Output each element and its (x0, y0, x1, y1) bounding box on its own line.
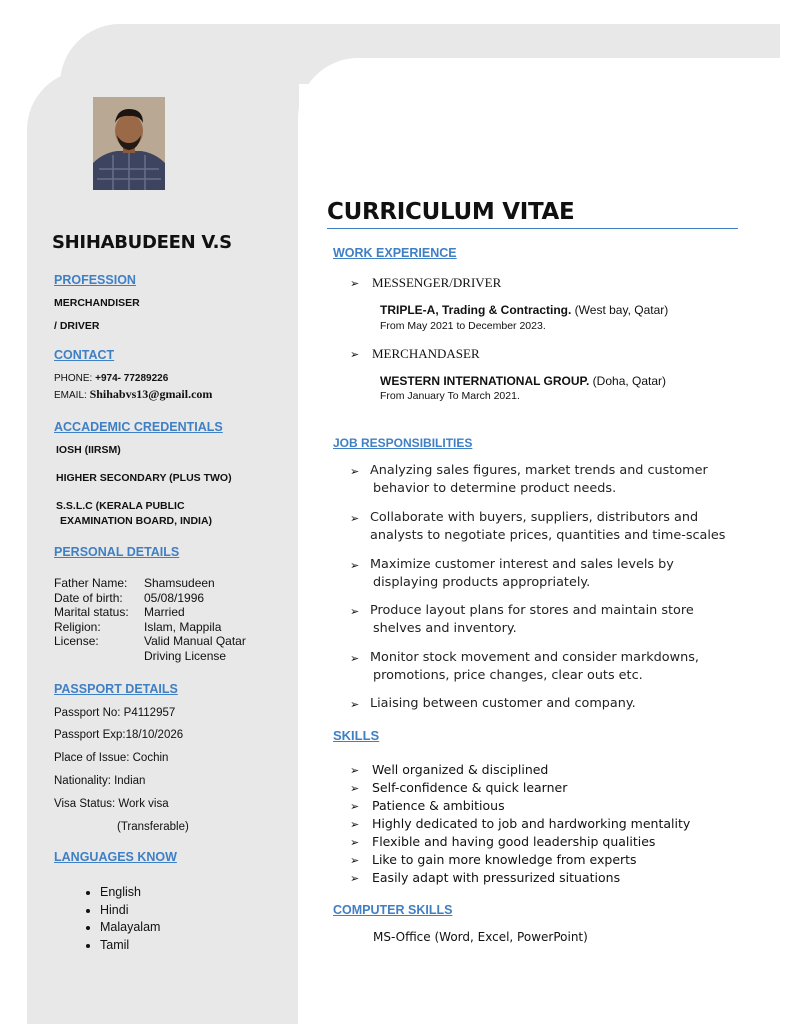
responsibility-line: Liaising between customer and company. (370, 696, 636, 711)
profile-photo (93, 97, 165, 190)
responsibility-line: Maximize customer interest and sales levels by (370, 557, 674, 572)
place-of-issue: Place of Issue: Cochin (54, 752, 169, 764)
languages-list (78, 884, 160, 954)
company-location: (Doha, Qatar) (589, 374, 667, 388)
arrow-bullet-icon: ➢ (350, 782, 360, 795)
responsibility-item (370, 649, 745, 685)
skill-item: Easily adapt with pressurized situations (372, 870, 621, 885)
arrow-bullet-icon: ➢ (350, 698, 360, 711)
personal-details-table (54, 576, 246, 663)
nationality: Nationality: Indian (54, 775, 146, 787)
job-dates-1: From May 2021 to December 2023. (380, 320, 546, 332)
responsibility-line: Analyzing sales figures, market trends and customer (370, 463, 708, 478)
academic-item-3: S.S.L.C (KERALA PUBLIC (56, 500, 185, 512)
personal-heading: PERSONAL DETAILS (54, 545, 180, 559)
personal-key: Date of birth: (54, 590, 123, 605)
responsibility-item (370, 556, 745, 592)
language-item: • Tamil (100, 937, 160, 955)
personal-value: Valid Manual Qatar (144, 634, 246, 648)
company-name: TRIPLE-A, Trading & Contracting. (380, 303, 572, 317)
job-company-1 (380, 303, 668, 317)
responsibility-line: displaying products appropriately. (373, 575, 591, 590)
responsibility-item (370, 602, 745, 638)
personal-key: Marital status: (54, 605, 129, 619)
arrow-bullet-icon: ➢ (350, 818, 360, 831)
skill-item: Flexible and having good leadership qualities (372, 834, 656, 849)
skills-heading: SKILLS (333, 728, 380, 743)
visa-transferable: (Transferable) (117, 821, 189, 833)
work-experience-heading: WORK EXPERIENCE (333, 246, 457, 260)
candidate-name: SHIHABUDEEN V.S (52, 232, 232, 253)
skill-item: Like to gain more knowledge from experts (372, 852, 637, 867)
arrow-bullet-icon: ➢ (350, 872, 360, 885)
responsibility-line: shelves and inventory. (373, 621, 517, 636)
job-company-2 (380, 374, 666, 388)
contact-heading: CONTACT (54, 348, 115, 362)
responsibility-item (370, 509, 745, 545)
arrow-bullet-icon: ➢ (350, 764, 360, 777)
academic-heading: ACCADEMIC CREDENTIALS (54, 420, 223, 434)
company-location: (West bay, Qatar) (571, 303, 669, 317)
cv-title: CURRICULUM VITAE (327, 199, 575, 225)
responsibility-item (370, 695, 745, 713)
title-underline (327, 228, 738, 229)
visa-status: Visa Status: Work visa (54, 798, 169, 810)
profession-line-2: / DRIVER (54, 320, 100, 332)
responsibility-line: behavior to determine product needs. (373, 481, 617, 496)
personal-value: Islam, Mappila (144, 619, 222, 634)
language-item: • Malayalam (100, 919, 160, 937)
responsibility-item (370, 462, 745, 498)
passport-heading: PASSPORT DETAILS (54, 682, 178, 696)
arrow-bullet-icon: ➢ (350, 652, 360, 665)
skill-item: Patience & ambitious (372, 798, 505, 813)
skill-item: Highly dedicated to job and hardworking mentality (372, 816, 691, 831)
computer-skills-heading: COMPUTER SKILLS (333, 903, 453, 917)
job-role-1: MESSENGER/DRIVER (372, 275, 502, 290)
job-role-2: MERCHANDASER (372, 346, 480, 361)
phone-value: +974- 77289226 (95, 373, 169, 384)
arrow-bullet-icon: ➢ (350, 605, 360, 618)
responsibility-line: promotions, price changes, clear outs etc. (373, 668, 643, 683)
arrow-bullet-icon: ➢ (350, 559, 360, 572)
skill-item: Self-confidence & quick learner (372, 780, 568, 795)
personal-key: Father Name: (54, 576, 128, 590)
arrow-bullet-icon: ➢ (350, 465, 360, 478)
contact-email (54, 387, 212, 402)
responsibility-line: Monitor stock movement and consider markdowns, (370, 650, 699, 665)
arrow-bullet-icon: ➢ (350, 348, 360, 361)
personal-key (54, 649, 144, 664)
personal-key: License: (54, 634, 99, 648)
responsibility-line: Collaborate with buyers, suppliers, distributors and (370, 510, 699, 525)
responsibility-line: Produce layout plans for stores and maintain store (370, 603, 694, 618)
academic-item-2: HIGHER SECONDARY (PLUS TWO) (56, 472, 232, 484)
languages-heading: LANGUAGES KNOW (54, 850, 177, 864)
personal-key: Religion: (54, 619, 101, 634)
arrow-bullet-icon: ➢ (350, 854, 360, 867)
job-responsibilities-heading: JOB RESPONSIBILITIES (333, 436, 473, 450)
arrow-bullet-icon: ➢ (350, 512, 360, 525)
profession-line-1: MERCHANDISER (54, 297, 140, 309)
arrow-bullet-icon: ➢ (350, 836, 360, 849)
contact-phone (54, 373, 168, 384)
language-item: • English (100, 884, 160, 902)
academic-item-1: IOSH (IIRSM) (56, 444, 121, 456)
personal-value: Married (144, 605, 185, 619)
profession-heading: PROFESSION (54, 273, 136, 287)
arrow-bullet-icon: ➢ (350, 277, 360, 290)
email-value: Shihabvs13@gmail.com (89, 387, 213, 401)
job-dates-2: From January To March 2021. (380, 390, 520, 402)
academic-item-3-cont: EXAMINATION BOARD, INDIA) (60, 515, 213, 527)
company-name: WESTERN INTERNATIONAL GROUP. (380, 374, 590, 388)
passport-expiry: Passport Exp:18/10/2026 (54, 729, 184, 741)
personal-value: Shamsudeen (144, 576, 215, 590)
phone-label: PHONE: (54, 373, 96, 384)
passport-number: Passport No: P4112957 (54, 707, 176, 719)
personal-value: Driving License (144, 648, 227, 663)
personal-value: 05/08/1996 (144, 590, 205, 605)
email-label: EMAIL: (54, 390, 90, 401)
computer-skills-text: MS-Office (Word, Excel, PowerPoint) (373, 930, 588, 944)
arrow-bullet-icon: ➢ (350, 800, 360, 813)
language-item: • Hindi (100, 902, 160, 920)
responsibility-line: analysts to negotiate prices, quantities and time-scales (370, 528, 726, 543)
skill-item: Well organized & disciplined (372, 762, 549, 777)
